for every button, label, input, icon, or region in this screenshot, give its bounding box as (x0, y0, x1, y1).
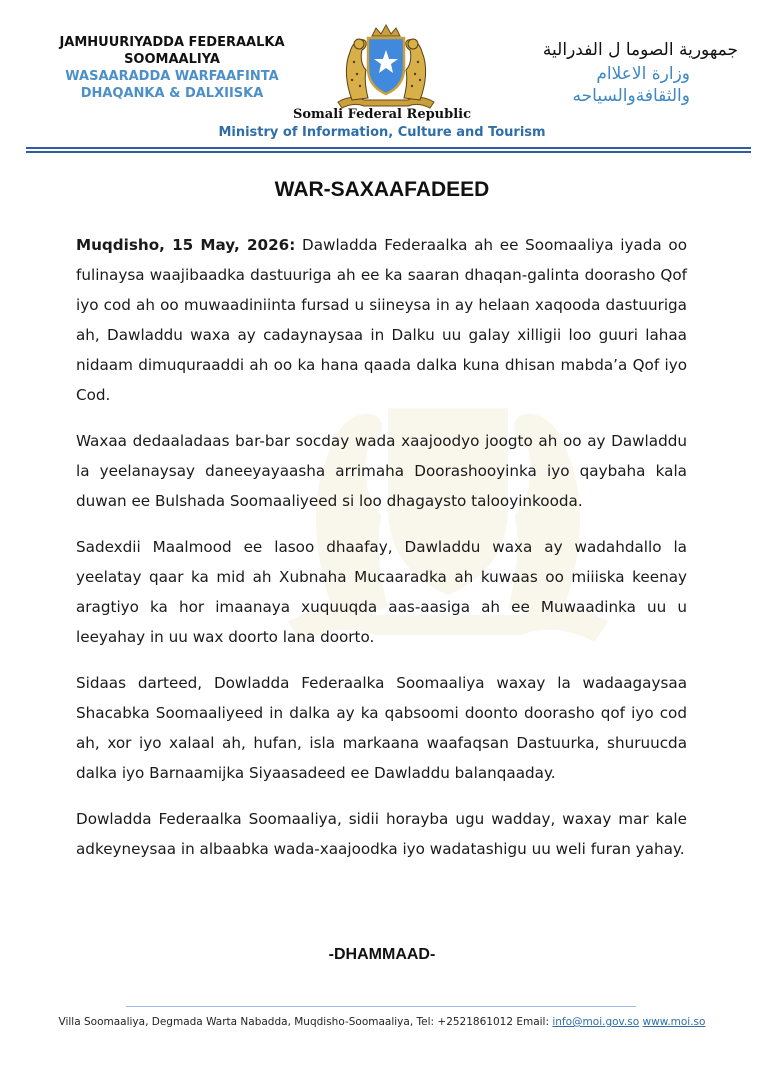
document-title: WAR-SAXAAFADEED (274, 178, 490, 201)
coat-of-arms-icon (332, 22, 440, 112)
paragraph-4: Sidaas darteed, Dowladda Federaalka Soomaaliya waxay la wadaagaysaa Shacabka Soomaaliyeed in dalka ay ka qabsoomi doonto doorasho qof iyo cod ah, xor iyo xalaal ah, hufan, isla markaana waafaqsan Dastuurka, shuruucda dalka iyo Barnaamijka Siyaasadeed ee Dawladdu balanqaaday. (76, 674, 687, 782)
header-line-culture-ar: والثقافةوالسياحه (572, 86, 690, 106)
header-arabic-block (508, 38, 738, 107)
footer-divider (126, 1006, 636, 1007)
dateline: Muqdisho, 15 May, 2026: (76, 236, 296, 254)
document-body (76, 230, 687, 880)
footer-email-link[interactable]: info@moi.gov.so (552, 1016, 640, 1028)
paragraph-5: Dowladda Federaalka Soomaaliya, sidii horayba ugu wadday, waxay mar kale adkeyneysaa in albaabka wada-xaajoodka iyo wadatashigu uu weli furan yahay. (76, 810, 687, 858)
header-line-country-so: SOOMAALIYA (124, 52, 220, 67)
header-line-ministry-ar: وزارة الاعلاام (596, 64, 690, 84)
end-marker: -DHAMMAAD- (328, 946, 436, 963)
header-somali-block (52, 34, 292, 102)
header-line-republic-ar: جمهورية الصوما ل الفدرالية (542, 40, 738, 60)
header-line-republic-so: JAMHUURIYADDA FEDERAALKA (59, 35, 285, 50)
header-line-ministry-so: WASAARADDA WARFAAFINTA (65, 69, 279, 84)
footer-website-link[interactable]: www.moi.so (642, 1016, 706, 1028)
paragraph-3: Sadexdii Maalmood ee lasoo dhaafay, Dawladdu waxa ay wadahdallo la yeelatay qaar ka mid ah Xubnaha Mucaaradka ah kuwaas oo miiiska keenay aragtiyo ka hor imaanaya xuquuqda aas-aasiga ah ee Muwaadinka uu u leeyahay in uu wax doorto lana doorto. (76, 538, 687, 646)
header-ministry-en: Ministry of Information, Culture and Tourism (218, 125, 546, 140)
footer (0, 1016, 764, 1028)
footer-address: Villa Soomaaliya, Degmada Warta Nabadda, Muqdisho-Soomaaliya, Tel: +2521861012 Email: (58, 1016, 553, 1028)
header-republic-en: Somali Federal Republic (292, 107, 472, 122)
header-divider-bottom (26, 151, 751, 153)
header-line-culture-so: DHAQANKA & DALXIISKA (80, 86, 264, 101)
paragraph-2: Waxaa dedaaladaas bar-bar socday wada xaajoodyo joogto ah oo ay Dawladdu la yeelanaysay daneeyayaasha arrimaha Doorashooyinka iyo qaybaha kala duwan ee Bulshada Soomaaliyeed si loo dhagaysto talooyinkooda. (76, 432, 687, 510)
header-divider-top (26, 147, 751, 149)
paragraph-1 (76, 230, 687, 410)
paragraph-1-text: Dawladda Federaalka ah ee Soomaaliya iyada oo fulinaysa waajibaadka dastuuriga ah ee ka saaran dhaqan-galinta doorasho Qof iyo cod ah oo muwaadiniinta fursad u siineysa in ay helaan xaqooda dastuuriga ah, Dawladdu waxa ay cadaynaysaa in Dalku uu galay xilligii loo guuri lahaa nidaam dimuquraaddi ah oo ka hana qaada dalka kuna dhisan mabda’a Qof iyo Cod. (76, 236, 687, 404)
